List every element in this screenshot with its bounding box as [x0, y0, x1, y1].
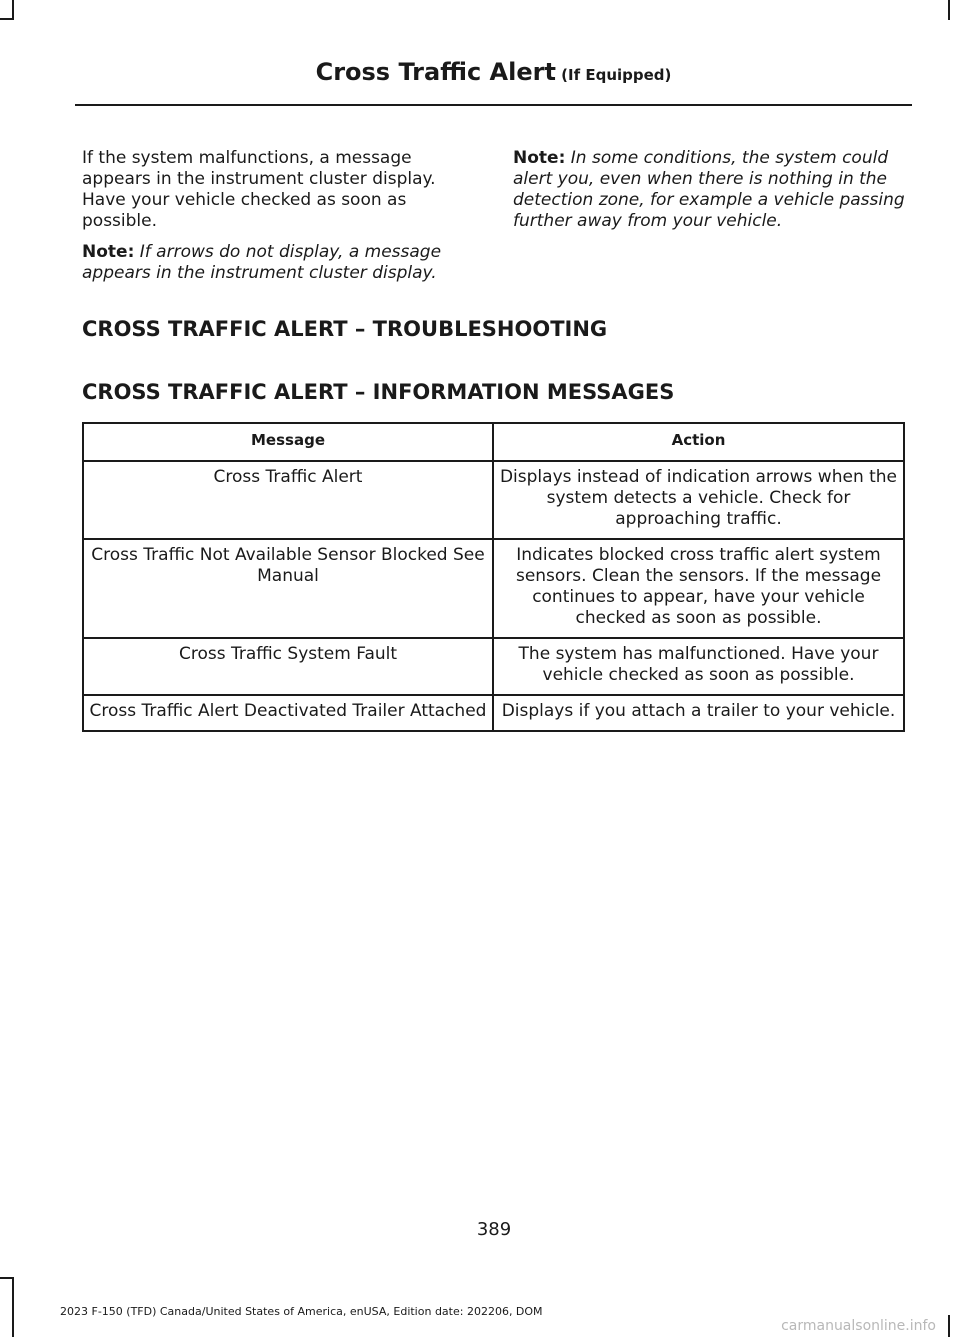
crop-mark — [948, 0, 950, 20]
table-row — [83, 461, 904, 539]
information-messages-heading: CROSS TRAFFIC ALERT – INFORMATION MESSAGES — [82, 380, 675, 404]
action-cell: The system has malfunctioned. Have your vehicle checked as soon as possible. — [493, 638, 904, 695]
information-messages-table — [82, 422, 905, 732]
crop-mark — [12, 0, 14, 20]
watermark: carmanualsonline.info — [781, 1318, 936, 1334]
action-cell: Displays instead of indication arrows when the system detects a vehicle. Check for approaching traffic. — [493, 461, 904, 539]
page-subtitle: (If Equipped) — [555, 66, 672, 84]
table-row — [83, 539, 904, 638]
troubleshooting-heading: CROSS TRAFFIC ALERT – TROUBLESHOOTING — [82, 317, 608, 341]
table-header-row — [83, 423, 904, 461]
page-header — [75, 58, 912, 86]
message-cell: Cross Traffic System Fault — [83, 638, 493, 695]
malfunction-paragraph: If the system malfunctions, a message appears in the instrument cluster display. Have your vehicle checked as soon as possible. — [82, 148, 436, 231]
note-text: In some conditions, the system could alert you, even when there is nothing in the detection zone, for example a vehicle passing further away from your vehicle. — [513, 148, 905, 231]
action-cell: Displays if you attach a trailer to your vehicle. — [493, 695, 904, 731]
action-cell: Indicates blocked cross traffic alert system sensors. Clean the sensors. If the message continues to appear, have your vehicle checked as soon as possible. — [493, 539, 904, 638]
crop-mark — [0, 18, 14, 20]
page-number: 389 — [476, 1219, 512, 1240]
note-text: If arrows do not display, a message appears in the instrument cluster display. — [82, 242, 442, 283]
crop-mark — [12, 1277, 14, 1337]
detection-note — [513, 148, 908, 232]
header-divider — [75, 104, 912, 106]
arrows-note — [82, 242, 477, 284]
page-title: Cross Traffic Alert — [315, 58, 556, 86]
crop-mark — [948, 1315, 950, 1337]
right-column — [513, 148, 908, 242]
message-cell: Cross Traffic Alert — [83, 461, 493, 539]
crop-mark — [0, 1277, 14, 1279]
message-cell: Cross Traffic Alert Deactivated Trailer Attached — [83, 695, 493, 731]
note-label: Note: — [82, 242, 135, 262]
table-row — [83, 638, 904, 695]
note-label: Note: — [513, 148, 566, 168]
edition-footer: 2023 F-150 (TFD) Canada/United States of America, enUSA, Edition date: 202206, DOM — [60, 1305, 543, 1318]
column-header-action: Action — [493, 423, 904, 461]
left-column — [82, 148, 477, 294]
message-cell: Cross Traffic Not Available Sensor Blocked See Manual — [83, 539, 493, 638]
table-row — [83, 695, 904, 731]
column-header-message: Message — [83, 423, 493, 461]
